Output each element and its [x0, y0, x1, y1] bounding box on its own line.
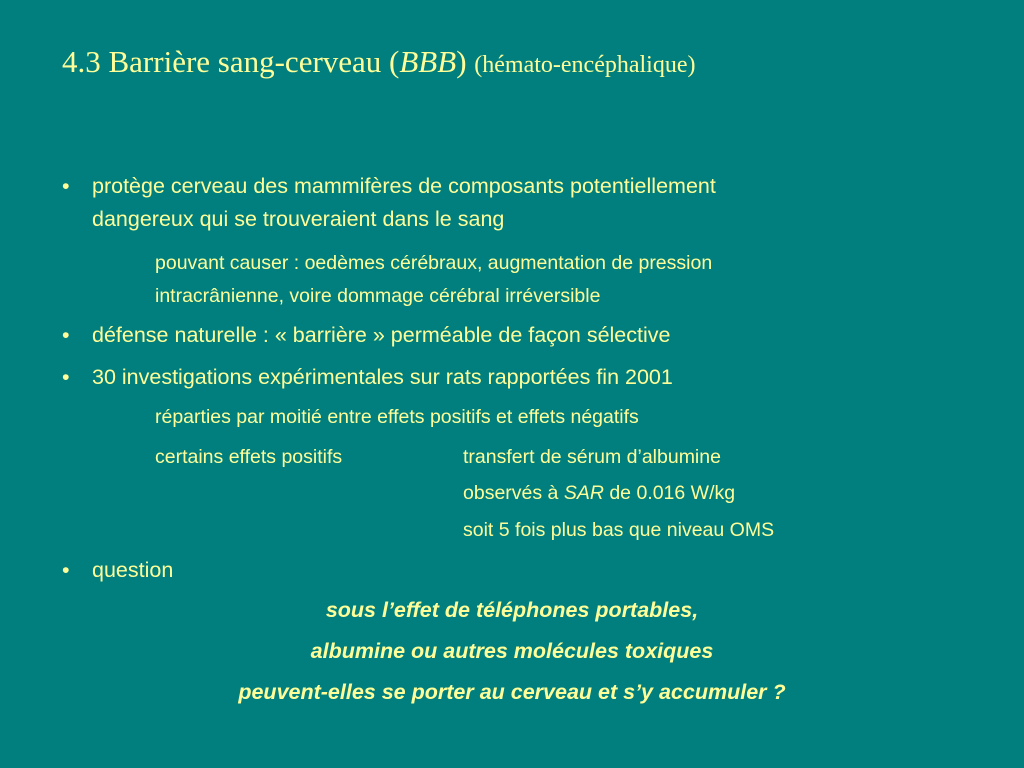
bullet-marker: •	[62, 558, 70, 582]
sub-detail-albumin: transfert de sérum d’albumine	[463, 446, 721, 468]
bullet-marker: •	[62, 365, 70, 389]
sub-positive-label: certains effets positifs	[155, 446, 343, 468]
sub-effects-line1: pouvant causer : oedèmes cérébraux, augmentation de pression	[155, 252, 713, 274]
title-acronym: BBB	[399, 44, 457, 79]
bullet-text: défense naturelle : « barrière » perméable de façon sélective	[92, 323, 671, 347]
bullet-marker: •	[62, 174, 70, 198]
title-subtitle: (hémato-encéphalique)	[474, 52, 696, 78]
question-line1: sous l’effet de téléphones portables,	[325, 598, 699, 622]
bullet-text-line1: protège cerveau des mammifères de composants potentiellement	[92, 174, 716, 198]
title-prefix: 4.3 Barrière sang-cerveau (	[62, 44, 400, 79]
question-line2: albumine ou autres molécules toxiques	[310, 639, 714, 663]
bullet-text-line2: dangereux qui se trouveraient dans le sang	[92, 207, 505, 231]
title-suffix: )	[456, 44, 467, 79]
slide-title	[62, 42, 695, 85]
sub-detail-sar	[463, 478, 735, 508]
sub-split: réparties par moitié entre effets positifs et effets négatifs	[155, 406, 639, 428]
sub-effects-line2: intracrânienne, voire dommage cérébral irréversible	[155, 285, 601, 307]
sub-detail-oms: soit 5 fois plus bas que niveau OMS	[463, 519, 775, 541]
question-line3: peuvent-elles se porter au cerveau et s’y accumuler ?	[238, 680, 786, 704]
bullet-text: question	[92, 558, 174, 582]
bullet-text: 30 investigations expérimentales sur rats rapportées fin 2001	[92, 365, 673, 389]
sar-post: de 0.016 W/kg	[603, 482, 736, 504]
sar-pre: observés à	[463, 482, 564, 504]
sar-acronym: SAR	[563, 482, 604, 504]
bullet-marker: •	[62, 323, 70, 347]
